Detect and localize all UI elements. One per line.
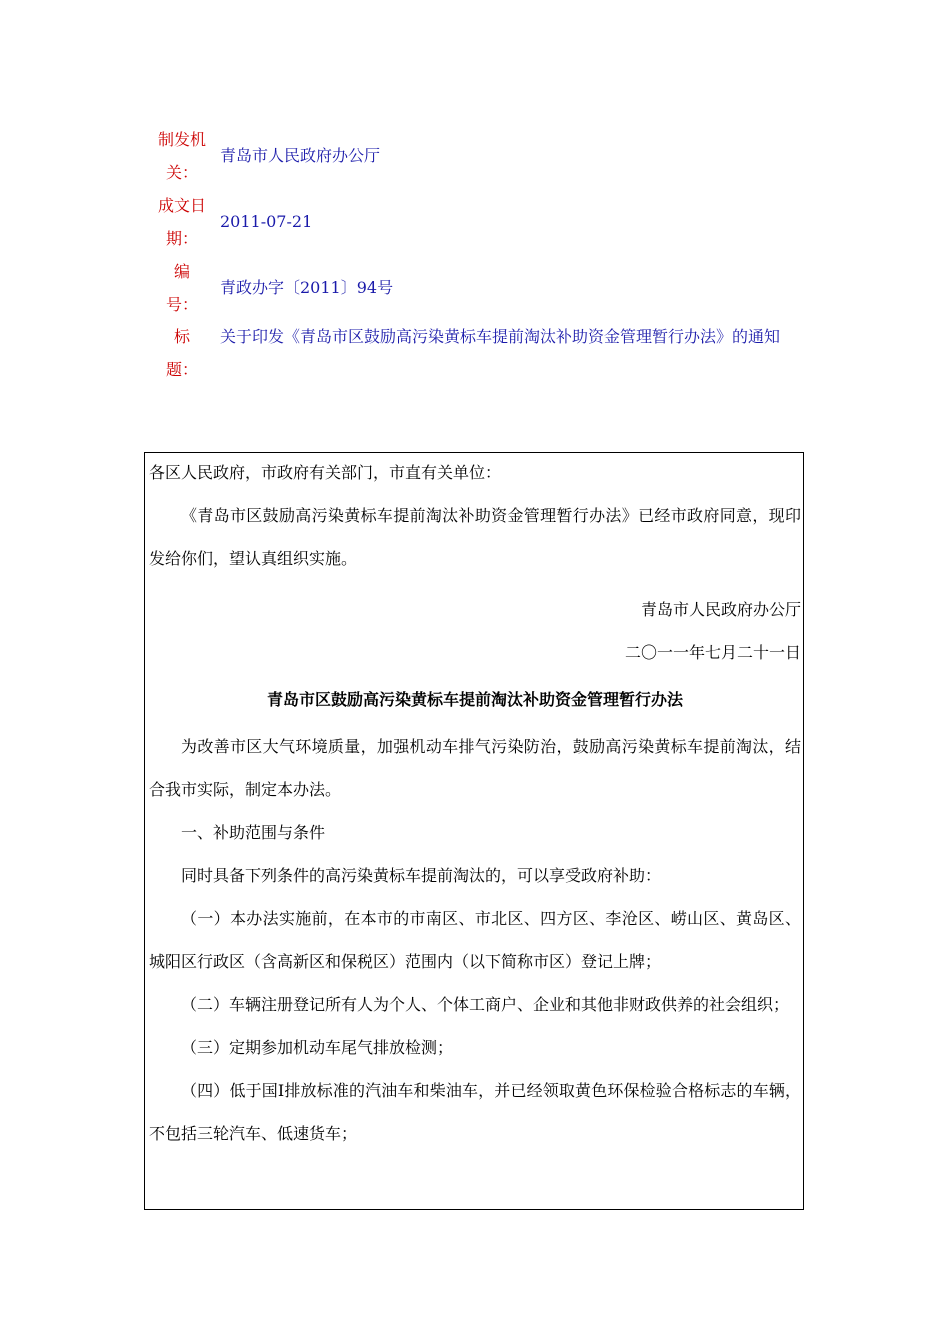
title-value: 关于印发《青岛市区鼓励高污染黄标车提前淘汰补助资金管理暂行办法》的通知 (220, 327, 781, 346)
number-label: 编号： (166, 262, 199, 314)
issuer-value: 青岛市人民政府办公厅 (220, 146, 381, 165)
signer: 青岛市人民政府办公厅 (640, 600, 801, 619)
salutation: 各区人民政府，市政府有关部门，市直有关单位： (149, 463, 502, 482)
date-value: 2011-07-21 (220, 212, 313, 231)
clause-item: （四）低于国Ⅰ排放标准的汽油车和柴油车，并已经领取黄色环保检验合格标志的车辆，不包括三轮汽车、低速货车； (149, 1081, 801, 1143)
clause-item: （三）定期参加机动车尾气排放检测； (181, 1038, 454, 1057)
date-label: 成文日期： (157, 196, 206, 248)
section-heading: 一、补助范围与条件 (181, 823, 326, 842)
sign-date: 二〇一一年七月二十一日 (624, 643, 801, 662)
doc-title: 青岛市区鼓励高污染黄标车提前淘汰补助资金管理暂行办法 (266, 690, 683, 709)
paragraph: 同时具备下列条件的高污染黄标车提前淘汰的，可以享受政府补助： (181, 866, 662, 885)
paragraph: 为改善市区大气环境质量，加强机动车排气污染防治，鼓励高污染黄标车提前淘汰，结合我市实际，制定本办法。 (149, 737, 801, 799)
number-value: 青政办字〔2011〕94号 (220, 278, 394, 297)
title-label: 标题： (166, 327, 199, 379)
document-body (144, 452, 804, 1210)
intro-paragraph: 《青岛市区鼓励高污染黄标车提前淘汰补助资金管理暂行办法》已经市政府同意，现印发给你们，望认真组织实施。 (149, 506, 801, 568)
clause-item: （一）本办法实施前，在本市的市南区、市北区、四方区、李沧区、崂山区、黄岛区、城阳区行政区（含高新区和保税区）范围内（以下简称市区）登记上牌； (149, 909, 801, 971)
clause-item: （二）车辆注册登记所有人为个人、个体工商户、企业和其他非财政供养的社会组织； (181, 995, 790, 1014)
issuer-label: 制发机关： (157, 130, 206, 182)
